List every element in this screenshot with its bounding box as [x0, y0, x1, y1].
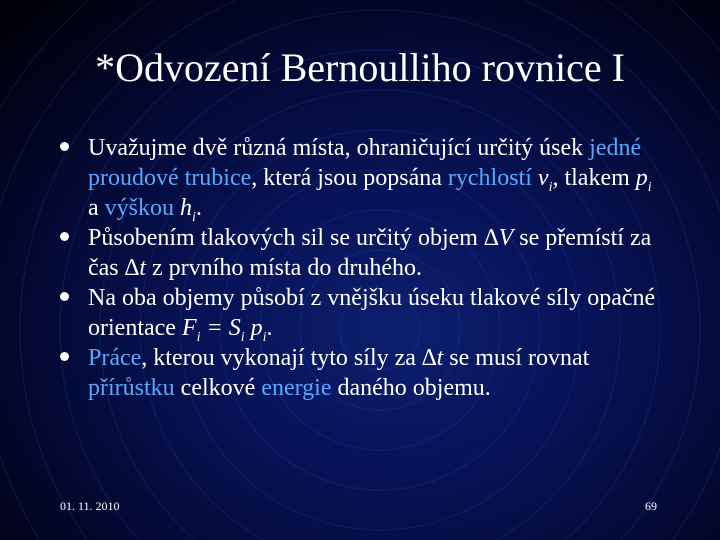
bullet-text: Působením tlakových sil se určitý objem: [88, 225, 484, 251]
math-subscript: i: [647, 179, 652, 195]
bullet-text: celkové: [174, 375, 262, 401]
highlight-text: energie: [261, 375, 332, 401]
bullet-text: daného objemu.: [331, 375, 491, 401]
bullet-item: [60, 283, 660, 343]
highlight-text: přírůstku: [88, 375, 175, 401]
math-subscript: i: [192, 209, 196, 225]
highlight-text: rychlostí: [447, 165, 532, 191]
math-symbol: h: [174, 195, 192, 221]
highlight-text: jedné proudové trubice: [88, 135, 642, 191]
bullet-text: .: [195, 195, 202, 221]
footer-date: 01. 11. 2010: [60, 499, 120, 513]
bullet-dot-icon: [60, 352, 69, 361]
bullet-text: se musí rovnat: [443, 345, 590, 371]
math-symbol: S: [228, 315, 241, 341]
bullet-text: a: [88, 195, 105, 221]
highlight-text: Práce: [88, 345, 142, 371]
bullet-item: [60, 133, 660, 223]
bullet-dot-icon: [60, 292, 69, 301]
math-symbol: =: [200, 315, 229, 341]
bullet-text: se přemístí za čas: [88, 225, 652, 281]
bullet-dot-icon: [60, 142, 69, 151]
page-number: 69: [645, 499, 657, 513]
highlight-text: výškou: [104, 195, 174, 221]
math-symbol: ∆V: [483, 225, 514, 251]
math-subscript: i: [548, 179, 553, 195]
bullet-text: , tlakem: [552, 165, 636, 191]
math-symbol: F: [181, 315, 197, 341]
math-symbol: p: [635, 165, 648, 191]
bullet-item: [60, 343, 660, 403]
math-subscript: i: [240, 329, 245, 345]
bullet-text: .: [266, 315, 273, 341]
bullet-item: [60, 223, 660, 283]
bullet-list: [60, 133, 660, 403]
slide-title: *Odvození Bernoulliho rovnice I: [95, 45, 625, 90]
bullet-text: Uvažujme dvě různá místa, ohraničující určitý úsek: [88, 135, 590, 161]
math-symbol: p: [244, 315, 263, 341]
math-subscript: i: [196, 329, 201, 345]
bullet-text: , která jsou popsána: [251, 165, 448, 191]
math-symbol: ∆t: [421, 345, 444, 371]
bullet-text: Na oba objemy působí z vnějšku úseku tlakové síly opačné orientace: [88, 285, 656, 341]
bullet-dot-icon: [60, 232, 69, 241]
math-subscript: i: [262, 329, 267, 345]
math-symbol: ∆t: [124, 255, 147, 281]
bullet-text: z prvního místa do druhého.: [146, 255, 422, 281]
bullet-text: , kterou vykonají tyto síly za: [141, 345, 422, 371]
math-symbol: v: [531, 165, 549, 191]
